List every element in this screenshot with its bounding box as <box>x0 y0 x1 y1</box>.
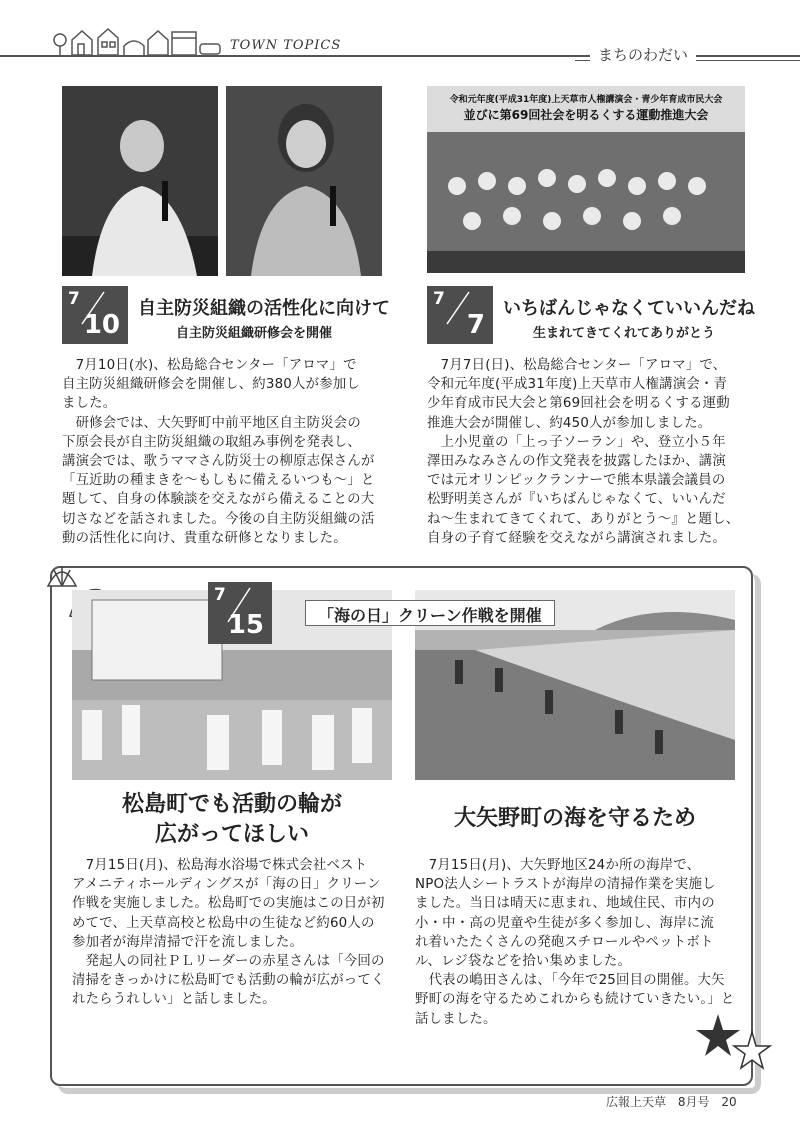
date-badge-7-10 <box>62 286 128 344</box>
article2-body: 7月7日(日)、松島総合センター「アロマ」で、 令和元年度(平成31年度)上天草市人権講演会・青 少年育成市民大会と第69回社会を明るくする運動 推進大会が開催し、約450人が参加しました。 上小児童の「上っ子ソーラン」や、登立小５年 澤田みなみさんの作文発表を披露したほか、講演 では元オリンピックランナーで熊本県議会議員の 松野明美さんが『いちばんじゃなくて、いいんだ ね～生まれてきてくれて、ありがとう～』と題し、 自身の子育て経験を交えながら講演されました。 <box>427 358 740 546</box>
section-title-en: TOWN TOPICS <box>230 38 342 53</box>
article3-left-title-line1: 松島町でも活動の輪が <box>121 792 342 817</box>
article1-body: 7月10日(水)、松島総合センター「アロマ」で 自主防災組織研修会を開催し、約380人が参加し ました。 研修会では、大矢野町中前平地区自主防災会の 下原会長が自主防災組織の取組み事例を発表し、 講演会では、歌うママさん防災士の柳原志保さんが 「互近助の種まきを～もしもに備えるいつも～」と 題して、自身の体験談を交えながら備えることの大 切さなどを話されました。今後の自主防災組織の活 動の活性化に向け、貴重な研修となりました。 <box>62 358 375 546</box>
article2-title: いちばんじゃなくていいんだね <box>503 298 755 319</box>
article2-subtitle: 生まれてきてくれてありがとう <box>533 326 716 341</box>
badge-day: 15 <box>227 610 264 640</box>
badge-month: 7 <box>68 289 80 309</box>
photo-male-speaker <box>62 86 218 276</box>
badge-day: 10 <box>83 310 120 340</box>
photo-dance-performance <box>427 86 745 273</box>
badge-month: 7 <box>433 289 445 309</box>
article1-subtitle: 自主防災組織研修会を開催 <box>176 326 333 341</box>
publication-name: 広報上天草 <box>606 1095 667 1109</box>
page-footer <box>606 1093 737 1110</box>
badge-month: 7 <box>214 585 226 605</box>
section-title-jp: まちのわだい <box>590 44 696 65</box>
town-houses-icon <box>50 26 225 56</box>
issue-label: 8月号 <box>677 1095 710 1109</box>
article3-left-title-line2: 広がってほしい <box>154 822 309 847</box>
starfish-icon <box>690 1010 780 1082</box>
photo-banner-line1: 令和元年度(平成31年度)上天草市人権講演会・青少年育成市民大会 <box>449 95 723 105</box>
photo-female-speaker <box>226 86 382 276</box>
article3-banner: 「海の日」クリーン作戦を開催 <box>305 600 555 626</box>
date-badge-7-7 <box>427 286 493 344</box>
article3-right-body: 7月15日(月)、大矢野地区24か所の海岸で、 NPO法人シートラストが海岸の清掃作業を実施し ました。当日は晴天に恵まれ、地域住民、市内の 小・中・高の児童や生徒が多く参加し、海岸に流 れ着いたたくさんの発砲スチロールやペットボト ル、レジ袋などを拾い集めました。 代表の嶋田さんは、「今年で25回目の開催。大矢 野町の海を守るためこれからも続けていきたい。」と 話しました。 <box>415 858 735 1027</box>
page-number: 20 <box>721 1095 737 1109</box>
article1-title: 自主防災組織の活性化に向けて <box>138 298 390 319</box>
article3-left-body: 7月15日(月)、松島海水浴場で株式会社ベスト アメニティホールディングスが「海の日」クリーン 作戦を実施しました。松島町での実施はこの日が初 めてで、上天草高校と松島中の生徒など約60人の 参加者が海岸清掃で汗を流しました。 発起人の同社ＰＬリーダーの赤星さんは「今回の 清掃をきっかけに松島町でも活動の輪が広がってく れたらうれしい」と話しました。 <box>72 858 385 1008</box>
badge-day: 7 <box>466 310 485 340</box>
article3-right-title: 大矢野町の海を守るため <box>453 806 696 831</box>
date-badge-7-15 <box>208 582 272 644</box>
photo-banner-line2: 並びに第69回社会を明るくする運動推進大会 <box>463 108 709 122</box>
